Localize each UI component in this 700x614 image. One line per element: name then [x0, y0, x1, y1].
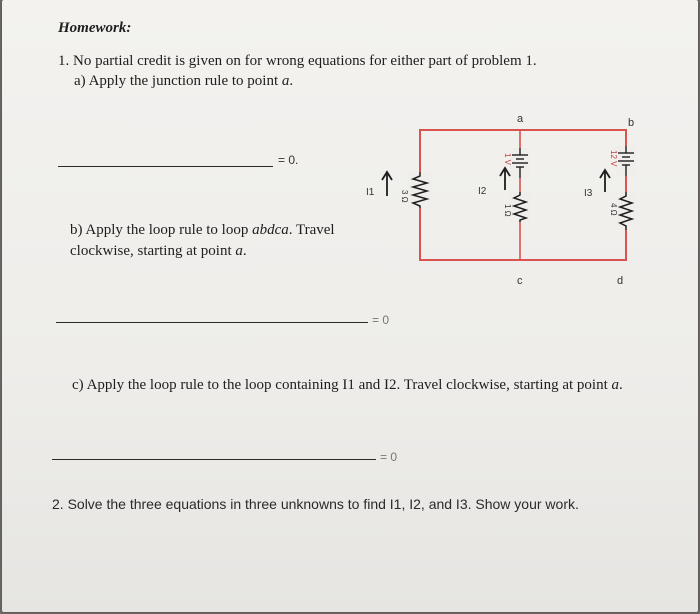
problem-1c-text: c) Apply the loop rule to the loop containing I1 and I2. Travel clockwise, starting at point a. — [72, 377, 623, 393]
problem-1a-point: a — [281, 73, 290, 89]
problem-2-text: 2. Solve the three equations in three unknowns to find I1, I2, and I3. Show your work. — [52, 496, 579, 512]
current-i2-arrow-icon — [500, 168, 510, 190]
current-i2-label: I2 — [478, 186, 487, 197]
current-i1-label: I1 — [366, 187, 375, 198]
current-i3-label: I3 — [584, 188, 593, 199]
equation-a-rhs: = 0. — [278, 153, 299, 167]
current-i1-arrow-icon — [382, 172, 392, 196]
node-a-label: a — [517, 113, 524, 125]
problem-1a-period: . — [289, 73, 294, 89]
node-d-label: d — [617, 275, 624, 287]
problem-1b-point: a — [235, 243, 243, 259]
problem-1b-line2: clockwise, starting at point a. — [70, 243, 247, 259]
resistor-3-ohm-label: 3 Ω — [400, 190, 409, 203]
node-b-label: b — [628, 117, 635, 129]
equation-b-rhs: = 0 — [372, 313, 390, 327]
resistor-4-ohm-label: 4 Ω — [609, 203, 618, 216]
current-i3-arrow-icon — [600, 170, 610, 192]
loop-abdca: abdca — [252, 222, 289, 238]
problem-1b-line1: b) Apply the loop rule to loop abdca. Travel — [70, 222, 335, 238]
problem-1a-label: a) Apply the junction rule to point — [74, 73, 279, 89]
node-c-label: c — [517, 275, 523, 287]
problem-1c-point: a — [611, 377, 619, 393]
resistor-1-ohm-label: 1 Ω — [503, 204, 512, 217]
equation-c-rhs: = 0 — [380, 450, 398, 464]
homework-heading: Homework: — [58, 20, 132, 36]
battery-1v-label: 1 V — [503, 153, 512, 166]
problem-1-intro: 1. No partial credit is given on for wrong equations for either part of problem 1. — [58, 53, 537, 69]
battery-12v-label: 12 V — [609, 150, 618, 167]
